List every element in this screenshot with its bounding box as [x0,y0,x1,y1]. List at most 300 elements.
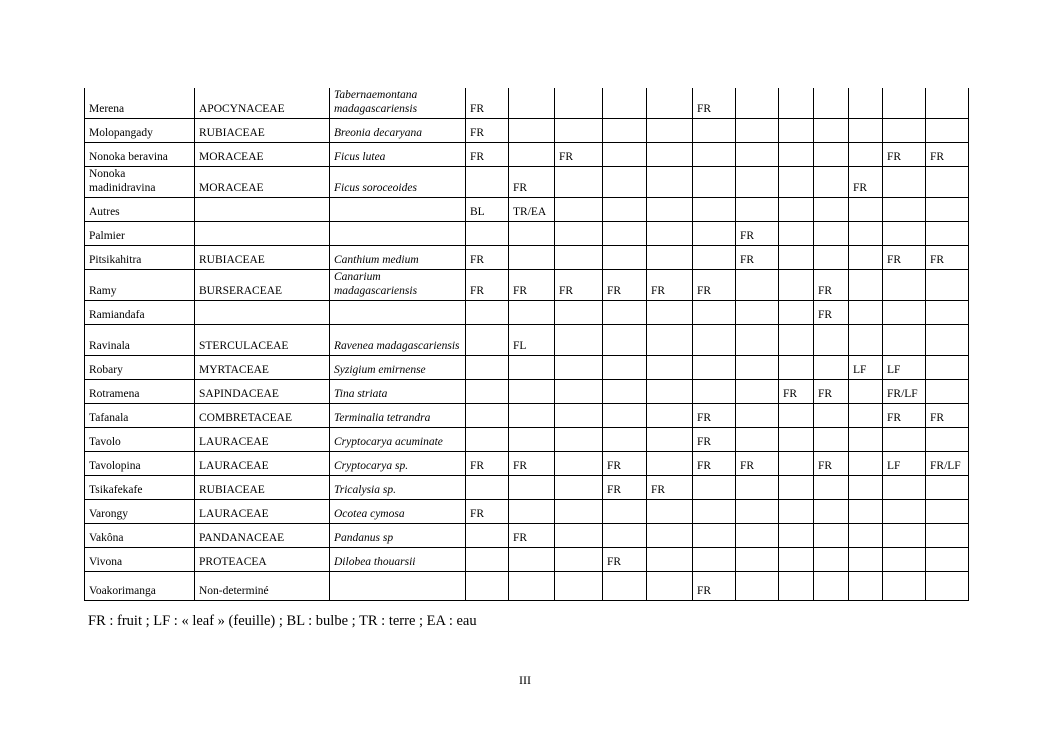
family-cell: STERCULACEAE [195,325,330,356]
vernacular-name-cell: Ravinala [85,325,195,356]
table-row [85,476,969,500]
data-cell [693,222,736,246]
family-cell [195,301,330,325]
data-cell [926,572,969,601]
data-cell [779,356,814,380]
data-cell [926,325,969,356]
data-cell [814,476,849,500]
data-cell: TR/EA [509,198,555,222]
data-cell [603,119,647,143]
table-row [85,452,969,476]
data-cell [779,270,814,301]
data-cell [647,404,693,428]
table-row [85,500,969,524]
table-row [85,88,969,119]
species-cell: Pandanus sp [330,524,466,548]
data-cell [814,222,849,246]
data-cell [883,198,926,222]
data-cell: FR [814,452,849,476]
data-cell [779,524,814,548]
data-cell: FR [509,452,555,476]
data-cell: FR [603,452,647,476]
species-cell: Tabernaemontana madagascariensis [330,88,466,119]
data-cell [647,452,693,476]
vernacular-name-cell: Varongy [85,500,195,524]
data-cell [814,167,849,198]
data-cell [603,246,647,270]
table-row [85,380,969,404]
data-cell [926,380,969,404]
table-row [85,222,969,246]
data-cell [555,119,603,143]
family-cell: RUBIACEAE [195,476,330,500]
vernacular-name-cell: Ramy [85,270,195,301]
data-cell: FR [926,143,969,167]
data-cell [849,428,883,452]
family-cell: COMBRETACEAE [195,404,330,428]
family-cell: LAURACEAE [195,452,330,476]
data-cell [509,380,555,404]
data-cell [555,404,603,428]
data-cell [555,524,603,548]
vernacular-name-cell: Tsikafekafe [85,476,195,500]
data-cell [779,500,814,524]
data-cell [926,524,969,548]
data-cell [603,143,647,167]
data-cell [779,428,814,452]
data-cell [555,167,603,198]
data-cell: FR [814,270,849,301]
species-cell: Cryptocarya sp. [330,452,466,476]
data-cell [926,198,969,222]
data-cell [466,380,509,404]
data-cell [555,452,603,476]
vernacular-name-cell: Nonoka madinidravina [85,167,195,198]
data-cell [736,548,779,572]
species-cell [330,572,466,601]
data-cell [647,524,693,548]
data-cell: FR [693,452,736,476]
data-cell [814,524,849,548]
species-cell: Tina striata [330,380,466,404]
data-cell [509,246,555,270]
data-cell [603,524,647,548]
data-cell [466,167,509,198]
data-cell [603,356,647,380]
data-cell [509,500,555,524]
data-cell [736,524,779,548]
data-cell [849,119,883,143]
table-row [85,356,969,380]
data-cell [647,380,693,404]
vernacular-name-cell: Molopangady [85,119,195,143]
data-cell [883,548,926,572]
species-cell: Syzigium emirnense [330,356,466,380]
family-cell: PANDANACEAE [195,524,330,548]
table-row [85,404,969,428]
data-cell [736,270,779,301]
data-cell: FR/LF [926,452,969,476]
vernacular-name-cell: Vakôna [85,524,195,548]
data-cell: FR [555,143,603,167]
data-cell [779,548,814,572]
data-cell [693,500,736,524]
data-cell [814,325,849,356]
data-cell [693,143,736,167]
data-cell [926,88,969,119]
data-cell [603,198,647,222]
data-cell [779,325,814,356]
family-cell: RUBIACEAE [195,119,330,143]
data-cell [779,452,814,476]
data-cell [736,500,779,524]
data-cell [555,428,603,452]
family-cell: BURSERACEAE [195,270,330,301]
data-cell [883,476,926,500]
vernacular-name-cell: Vivona [85,548,195,572]
data-cell [647,246,693,270]
data-cell [647,325,693,356]
data-cell [779,198,814,222]
family-cell: LAURACEAE [195,428,330,452]
data-cell [736,404,779,428]
family-cell [195,198,330,222]
page-number: III [519,673,531,687]
data-cell [509,301,555,325]
data-cell [603,325,647,356]
data-cell: FR [466,452,509,476]
table-row [85,167,969,198]
data-cell: FR [693,88,736,119]
data-cell [779,246,814,270]
data-cell [883,301,926,325]
data-cell [814,119,849,143]
data-cell [693,380,736,404]
data-cell [883,222,926,246]
data-cell [814,198,849,222]
family-cell: LAURACEAE [195,500,330,524]
family-cell: MORACEAE [195,167,330,198]
vernacular-name-cell: Tavolopina [85,452,195,476]
data-cell [814,428,849,452]
data-cell: FR [466,119,509,143]
species-cell [330,222,466,246]
data-cell [466,325,509,356]
data-cell [779,119,814,143]
vernacular-name-cell: Tafanala [85,404,195,428]
legend-text: FR : fruit ; LF : « leaf » (feuille) ; BL : bulbe ; TR : terre ; EA : eau [88,613,477,629]
data-cell [849,500,883,524]
data-cell: FR [509,524,555,548]
data-cell [883,167,926,198]
data-cell [779,572,814,601]
table-row [85,325,969,356]
data-cell [647,301,693,325]
data-cell [849,548,883,572]
vernacular-name-cell: Merena [85,88,195,119]
species-cell: Ravenea madagascariensis [330,325,466,356]
data-cell: FR/LF [883,380,926,404]
data-cell [926,356,969,380]
data-cell [693,524,736,548]
table-row [85,428,969,452]
data-cell [466,548,509,572]
data-cell [509,222,555,246]
table-row [85,270,969,301]
data-cell [647,88,693,119]
vernacular-name-cell: Nonoka beravina [85,143,195,167]
data-cell [603,222,647,246]
data-cell [555,222,603,246]
data-cell [603,572,647,601]
data-cell [883,270,926,301]
data-cell: FR [693,404,736,428]
data-cell [509,143,555,167]
species-cell: Cryptocarya acuminate [330,428,466,452]
data-cell [849,476,883,500]
data-cell [466,476,509,500]
data-cell [736,428,779,452]
data-cell [509,548,555,572]
data-cell [814,356,849,380]
data-cell [849,452,883,476]
data-cell [849,246,883,270]
data-cell [883,88,926,119]
data-cell [883,500,926,524]
data-cell: FR [693,428,736,452]
data-cell [603,500,647,524]
table-row [85,548,969,572]
data-cell [466,572,509,601]
data-cell [509,356,555,380]
data-cell [693,246,736,270]
data-cell [693,356,736,380]
species-table [84,88,969,601]
data-cell [555,198,603,222]
data-cell [814,500,849,524]
family-cell: APOCYNACEAE [195,88,330,119]
data-cell [849,222,883,246]
data-cell [466,428,509,452]
data-cell [509,476,555,500]
family-cell: MORACEAE [195,143,330,167]
data-cell [647,143,693,167]
data-cell: LF [849,356,883,380]
data-cell [647,500,693,524]
data-cell [555,380,603,404]
vernacular-name-cell: Rotramena [85,380,195,404]
data-cell [693,548,736,572]
data-cell [883,325,926,356]
data-cell [779,167,814,198]
data-cell [736,476,779,500]
data-cell: FR [736,222,779,246]
data-cell [603,88,647,119]
data-cell [926,428,969,452]
data-cell [736,325,779,356]
vernacular-name-cell: Robary [85,356,195,380]
species-cell [330,301,466,325]
data-cell [926,222,969,246]
table-row [85,524,969,548]
data-cell: FR [736,452,779,476]
data-cell [883,119,926,143]
vernacular-name-cell: Pitsikahitra [85,246,195,270]
data-cell: FR [603,270,647,301]
data-cell [736,88,779,119]
data-cell [509,119,555,143]
data-cell: LF [883,452,926,476]
data-cell: FR [647,270,693,301]
species-cell: Ficus lutea [330,143,466,167]
data-cell: FR [926,246,969,270]
data-cell [849,524,883,548]
data-cell: FR [814,380,849,404]
data-cell [647,167,693,198]
data-cell [849,270,883,301]
data-cell [849,380,883,404]
vernacular-name-cell: Tavolo [85,428,195,452]
data-cell [509,572,555,601]
data-cell [926,301,969,325]
species-cell [330,198,466,222]
data-cell [926,500,969,524]
species-cell: Canthium medium [330,246,466,270]
data-cell [693,119,736,143]
data-cell [814,88,849,119]
data-cell [466,301,509,325]
vernacular-name-cell: Voakorimanga [85,572,195,601]
data-cell [555,476,603,500]
data-cell: FR [736,246,779,270]
data-cell: FR [603,548,647,572]
data-cell [849,404,883,428]
data-cell [736,301,779,325]
data-cell [814,143,849,167]
data-cell [693,325,736,356]
data-cell [736,380,779,404]
data-cell: FR [466,246,509,270]
data-cell [779,222,814,246]
data-cell [647,356,693,380]
data-cell [555,548,603,572]
data-cell [849,572,883,601]
data-cell [883,524,926,548]
data-cell [603,301,647,325]
data-cell [779,404,814,428]
data-cell [693,198,736,222]
vernacular-name-cell: Autres [85,198,195,222]
data-cell [647,198,693,222]
data-cell: FR [466,88,509,119]
family-cell: PROTEACEA [195,548,330,572]
data-cell [779,143,814,167]
data-cell: FR [814,301,849,325]
data-cell [647,222,693,246]
table-row [85,246,969,270]
data-cell [736,198,779,222]
species-cell: Tricalysia sp. [330,476,466,500]
data-cell: FR [509,270,555,301]
data-cell [883,572,926,601]
family-cell [195,222,330,246]
data-cell: BL [466,198,509,222]
data-cell [814,246,849,270]
species-cell: Breonia decaryana [330,119,466,143]
data-cell [814,572,849,601]
data-cell [883,428,926,452]
species-cell: Canarium madagascariensis [330,270,466,301]
data-cell: FR [603,476,647,500]
family-cell: RUBIACEAE [195,246,330,270]
data-cell: FR [466,270,509,301]
data-cell [926,476,969,500]
data-cell [926,167,969,198]
data-cell [647,428,693,452]
table-row [85,198,969,222]
species-cell: Dilobea thouarsii [330,548,466,572]
table-row [85,119,969,143]
species-cell: Terminalia tetrandra [330,404,466,428]
data-cell [555,500,603,524]
data-cell [849,325,883,356]
data-cell [736,143,779,167]
data-cell [555,301,603,325]
data-cell [647,572,693,601]
data-cell [647,119,693,143]
data-cell [693,301,736,325]
data-cell: LF [883,356,926,380]
data-cell: FR [647,476,693,500]
data-cell: FR [883,404,926,428]
data-cell [603,428,647,452]
data-cell [555,325,603,356]
table-row [85,572,969,601]
data-cell [736,356,779,380]
data-cell [779,476,814,500]
data-cell: FL [509,325,555,356]
species-cell: Ficus soroceoides [330,167,466,198]
data-cell [849,198,883,222]
data-cell: FR [849,167,883,198]
data-cell [779,88,814,119]
data-cell [814,404,849,428]
data-cell [555,246,603,270]
family-cell: Non-determiné [195,572,330,601]
data-cell: FR [883,246,926,270]
table-row [85,143,969,167]
data-cell [466,222,509,246]
data-cell [555,356,603,380]
data-cell [466,404,509,428]
data-cell [466,356,509,380]
data-cell [736,572,779,601]
family-cell: MYRTACEAE [195,356,330,380]
data-cell [555,88,603,119]
data-cell [647,548,693,572]
data-cell [603,404,647,428]
data-cell [736,119,779,143]
data-cell: FR [779,380,814,404]
data-cell [603,167,647,198]
data-cell: FR [555,270,603,301]
family-cell: SAPINDACEAE [195,380,330,404]
vernacular-name-cell: Ramiandafa [85,301,195,325]
data-cell [926,119,969,143]
data-cell [509,88,555,119]
data-cell [466,524,509,548]
data-cell [849,143,883,167]
